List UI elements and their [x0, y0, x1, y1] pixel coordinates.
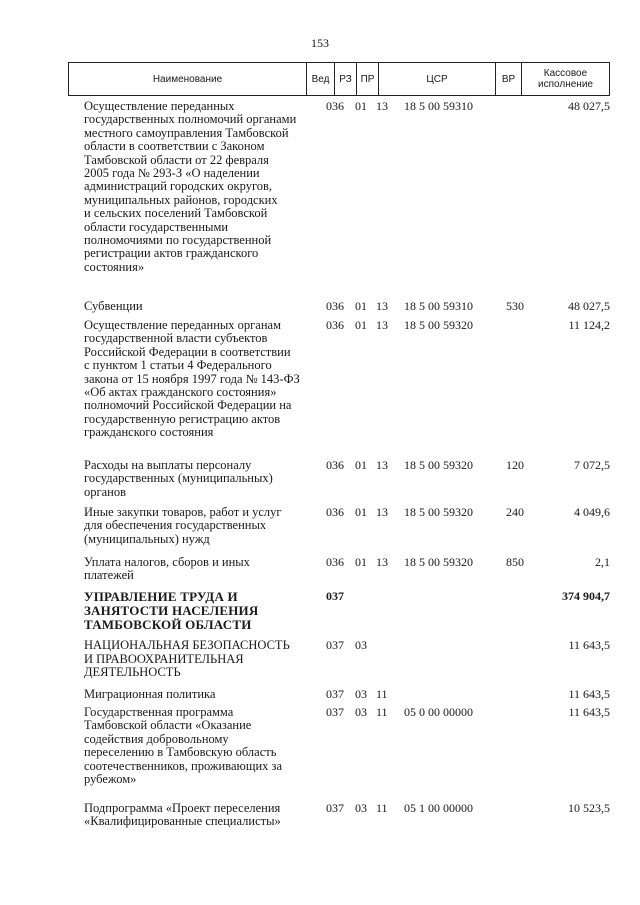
- row-amount: 48 027,5: [568, 99, 610, 113]
- header-pr: ПР: [357, 63, 379, 95]
- row-ved: 036: [326, 299, 344, 313]
- row-ved: 036: [326, 99, 344, 113]
- row-amount: 7 072,5: [574, 458, 610, 472]
- row-amount: 11 124,2: [568, 318, 610, 332]
- row-rz: 01: [355, 505, 367, 519]
- header-cash: Кассовое исполнение: [538, 68, 593, 90]
- row-ved: 036: [326, 458, 344, 472]
- row-csr: 05 0 00 00000: [404, 705, 473, 719]
- row-amount: 2,1: [595, 555, 610, 569]
- row-ved: 036: [326, 555, 344, 569]
- row-amount: 48 027,5: [568, 299, 610, 313]
- header-rz: РЗ: [335, 63, 357, 95]
- row-rz: 03: [355, 687, 367, 701]
- row-vr: 120: [506, 458, 524, 472]
- row-pr: 13: [376, 99, 388, 113]
- row-amount: 4 049,6: [574, 505, 610, 519]
- row-csr: 18 5 00 59320: [404, 505, 473, 519]
- page-number: 153: [311, 36, 329, 50]
- row-rz: 01: [355, 299, 367, 313]
- header-csr: ЦСР: [379, 63, 496, 95]
- row-csr: 18 5 00 59320: [404, 318, 473, 332]
- header-ved: Вед: [307, 63, 335, 95]
- row-rz: 03: [355, 705, 367, 719]
- row-vr: 240: [506, 505, 524, 519]
- row-ved: 037: [326, 638, 344, 652]
- row-rz: 01: [355, 458, 367, 472]
- row-csr: 05 1 00 00000: [404, 801, 473, 815]
- row-rz: 01: [355, 99, 367, 113]
- row-name: Осуществление переданных государственных полномочий органами местного самоуправления Тамбовской области в соответствии с Законом Тамбовской области от 22 февраля 2005 года № 293-З «О наделении администраций городских округов, муниципальных районов, городских и сельских поселений Тамбовской области государственными полномочиями по государственной регистрации актов гражданского состояния»: [84, 99, 297, 274]
- row-name: Государственная программа Тамбовской области «Оказание содействия добровольному переселению в Тамбовскую область соотечественников, проживающих за рубежом»: [84, 705, 283, 787]
- row-name: Подпрограмма «Проект переселения «Квалифицированные специалисты»: [84, 801, 281, 829]
- row-csr: 18 5 00 59310: [404, 99, 473, 113]
- row-pr: 13: [376, 555, 388, 569]
- row-name: Миграционная политика: [84, 687, 216, 701]
- row-vr: 850: [506, 555, 524, 569]
- row-rz: 01: [355, 318, 367, 332]
- row-ved: 037: [326, 589, 344, 603]
- row-name: Субвенции: [84, 299, 143, 313]
- row-ved: 037: [326, 705, 344, 719]
- row-pr: 13: [376, 318, 388, 332]
- header-vr: ВР: [496, 63, 522, 95]
- row-vr: 530: [506, 299, 524, 313]
- row-ved: 037: [326, 687, 344, 701]
- row-amount: 11 643,5: [568, 705, 610, 719]
- row-pr: 13: [376, 299, 388, 313]
- row-name: НАЦИОНАЛЬНАЯ БЕЗОПАСНОСТЬ И ПРАВООХРАНИТЕЛЬНАЯ ДЕЯТЕЛЬНОСТЬ: [84, 638, 290, 680]
- row-pr: 11: [376, 705, 388, 719]
- row-amount: 11 643,5: [568, 638, 610, 652]
- row-ved: 037: [326, 801, 344, 815]
- row-amount: 10 523,5: [568, 801, 610, 815]
- row-pr: 11: [376, 801, 388, 815]
- row-ved: 036: [326, 505, 344, 519]
- row-name: УПРАВЛЕНИЕ ТРУДА И ЗАНЯТОСТИ НАСЕЛЕНИЯ ТАМБОВСКОЙ ОБЛАСТИ: [84, 589, 259, 632]
- row-csr: 18 5 00 59320: [404, 458, 473, 472]
- row-rz: 03: [355, 801, 367, 815]
- row-amount: 374 904,7: [562, 589, 610, 603]
- row-pr: 11: [376, 687, 388, 701]
- row-amount: 11 643,5: [568, 687, 610, 701]
- row-rz: 03: [355, 638, 367, 652]
- table-header: [68, 62, 610, 96]
- row-csr: 18 5 00 59320: [404, 555, 473, 569]
- header-name: Наименование: [69, 63, 307, 95]
- row-ved: 036: [326, 318, 344, 332]
- row-csr: 18 5 00 59310: [404, 299, 473, 313]
- row-rz: 01: [355, 555, 367, 569]
- row-pr: 13: [376, 505, 388, 519]
- row-name: Уплата налогов, сборов и иных платежей: [84, 555, 250, 583]
- row-name: Иные закупки товаров, работ и услуг для обеспечения государственных (муниципальных) нужд: [84, 505, 282, 546]
- row-name: Осуществление переданных органам государственной власти субъектов Российской Федерации в соответствии с пунктом 1 статьи 4 Федерального закона от 15 ноября 1997 года № 143-ФЗ «Об актах гражданского состояния» полномочий Российской Федерации на государственную регистрацию актов гражданского состояния: [84, 318, 300, 440]
- row-pr: 13: [376, 458, 388, 472]
- row-name: Расходы на выплаты персоналу государственных (муниципальных) органов: [84, 458, 273, 499]
